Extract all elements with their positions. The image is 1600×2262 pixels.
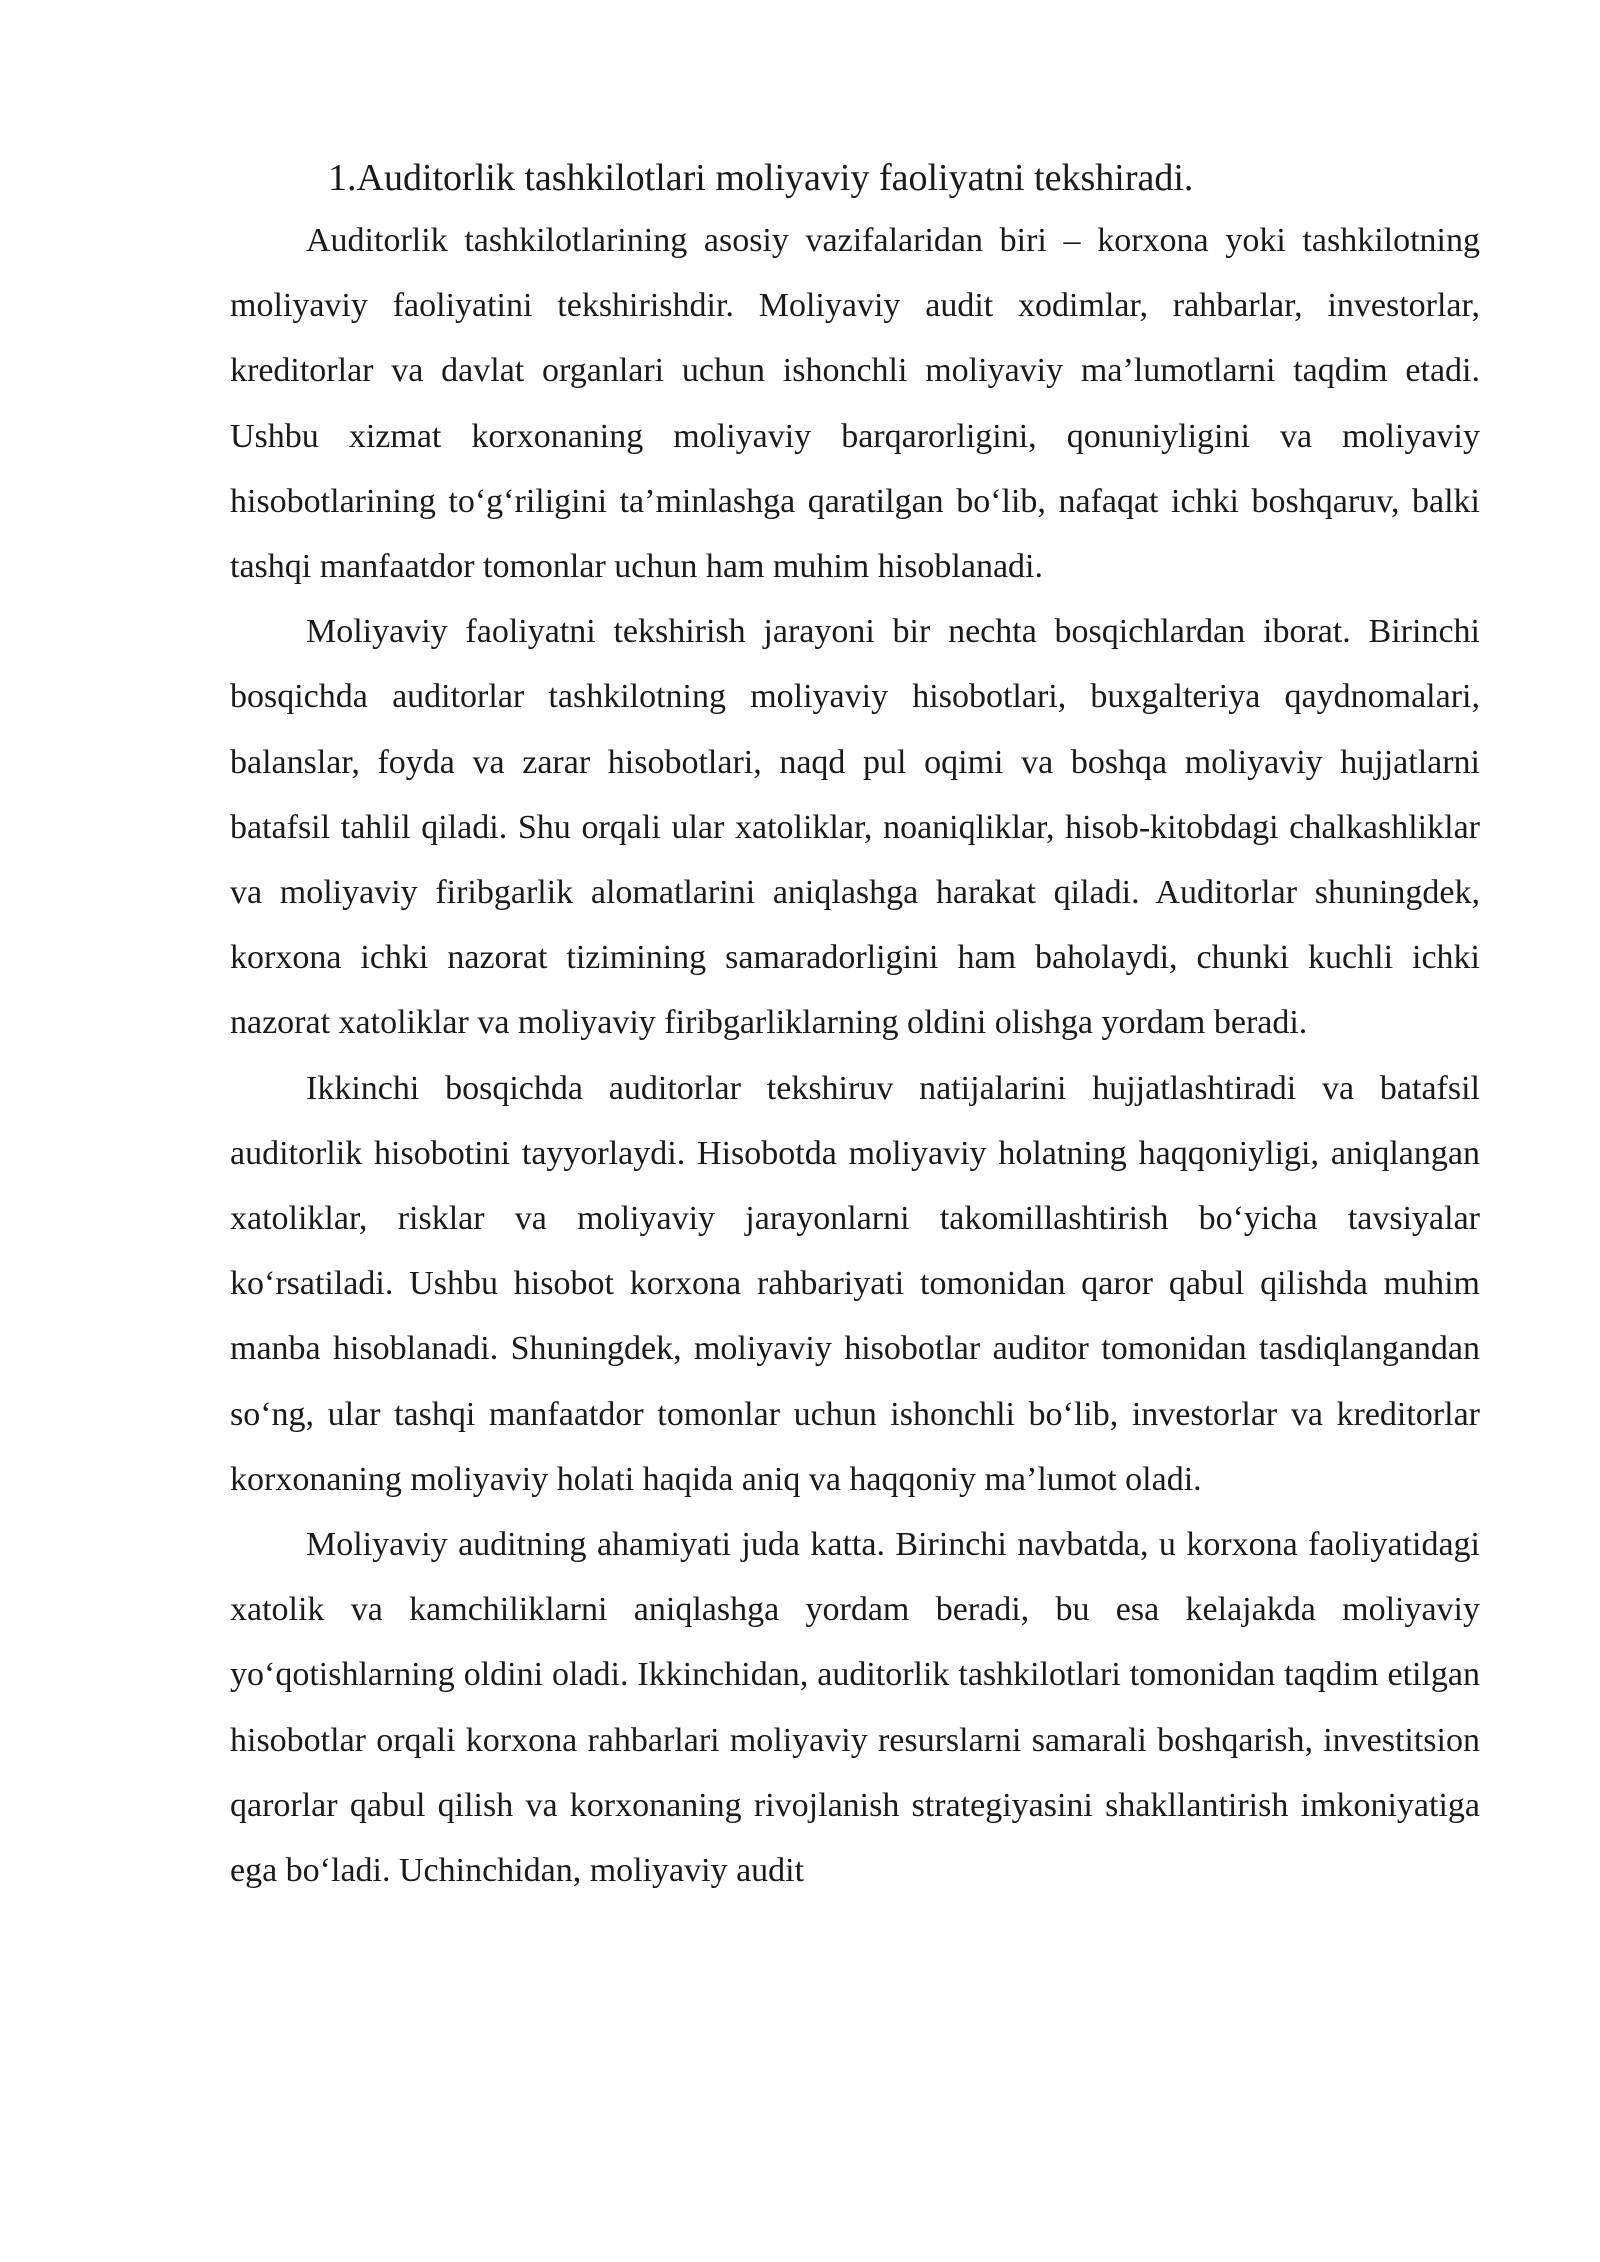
paragraph-1: Auditorlik tashkilotlarining asosiy vazifalaridan biri – korxona yoki tashkilotning moliyaviy faoliyatini tekshirishdir. Moliyaviy audit xodimlar, rahbarlar, investorlar, kreditorlar va davlat organlari uchun ishonchli moliyaviy ma’lumotlarni taqdim etadi. Ushbu xizmat korxonaning moliyaviy barqarorligini, qonuniyligini va moliyaviy hisobotlarining to‘g‘riligini ta’minlashga qaratilgan bo‘lib, nafaqat ichki boshqaruv, balki tashqi manfaatdor tomonlar uchun ham muhim hisoblanadi. (230, 222, 1480, 586)
paragraph-3: Ikkinchi bosqichda auditorlar tekshiruv natijalarini hujjatlashtiradi va batafsil auditorlik hisobotini tayyorlaydi. Hisobotda moliyaviy holatning haqqoniyligi, aniqlangan xatoliklar, risklar va moliyaviy jarayonlarni takomillashtirish bo‘yicha tavsiyalar ko‘rsatiladi. Ushbu hisobot korxona rahbariyati tomonidan qaror qabul qilishda muhim manba hisoblanadi. Shuningdek, moliyaviy hisobotlar auditor tomonidan tasdiqlangandan so‘ng, ular tashqi manfaatdor tomonlar uchun ishonchli bo‘lib, investorlar va kreditorlar korxonaning moliyaviy holati haqida aniq va haqqoniy ma’lumot oladi. (230, 1069, 1480, 1498)
section-heading: 1.Auditorlik tashkilotlari moliyaviy faoliyatni tekshiradi. (328, 157, 1194, 199)
paragraph-4: Moliyaviy auditning ahamiyati juda katta. Birinchi navbatda, u korxona faoliyatidagi xatolik va kamchiliklarni aniqlashga yordam beradi, bu esa kelajakda moliyaviy yo‘qotishlarning oldini oladi. Ikkinchidan, auditorlik tashkilotlari tomonidan taqdim etilgan hisobotlar orqali korxona rahbarlari moliyaviy resurslarni samarali boshqarish, investitsion qarorlar qabul qilish va korxonaning rivojlanish strategiyasini shakllantirish imkoniyatiga ega bo‘ladi. Uchinchidan, moliyaviy audit (230, 1526, 1480, 1890)
paragraph-2: Moliyaviy faoliyatni tekshirish jarayoni bir nechta bosqichlardan iborat. Birinchi bosqichda auditorlar tashkilotning moliyaviy hisobotlari, buxgalteriya qaydnomalari, balanslar, foyda va zarar hisobotlari, naqd pul oqimi va boshqa moliyaviy hujjatlarni batafsil tahlil qiladi. Shu orqali ular xatoliklar, noaniqliklar, hisob-kitobdagi chalkashliklar va moliyaviy firibgarlik alomatlarini aniqlashga harakat qiladi. Auditorlar shuningdek, korxona ichki nazorat tizimining samaradorligini ham baholaydi, chunki kuchli ichki nazorat xatoliklar va moliyaviy firibgarliklarning oldini olishga yordam beradi. (230, 613, 1480, 1042)
